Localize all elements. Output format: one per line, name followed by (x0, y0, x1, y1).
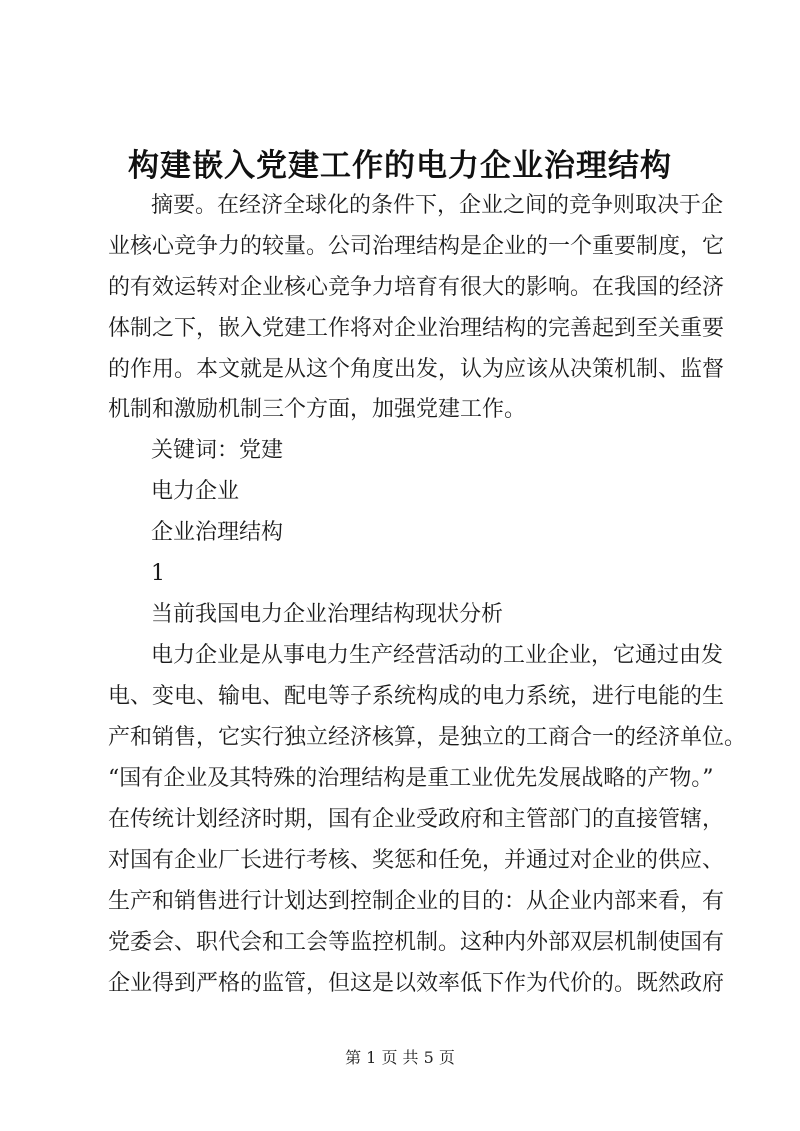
section-heading: 当前我国电力企业治理结构现状分析 (151, 602, 504, 627)
body-line-2: 电、变电、输电、配电等子系统构成的电力系统，进行电能的生 (108, 684, 725, 709)
body-line-3: 产和销售，它实行独立经济核算，是独立的工商合一的经济单位。 (108, 725, 747, 750)
body-line-8: 党委会、职代会和工会等监控机制。这种内外部双层机制使国有 (108, 930, 725, 955)
abstract-line-4: 体制之下，嵌入党建工作将对企业治理结构的完善起到至关重要 (108, 316, 725, 341)
document-title: 构建嵌入党建工作的电力企业治理结构 (128, 148, 672, 184)
abstract-line-2: 业核心竞争力的较量。公司治理结构是企业的一个重要制度，它 (108, 234, 725, 259)
abstract-line-1: 摘要。在经济全球化的条件下，企业之间的竞争则取决于企 (151, 193, 724, 218)
abstract-line-6: 机制和激励机制三个方面，加强党建工作。 (108, 397, 527, 422)
section-number: 1 (151, 561, 165, 586)
body-line-1: 电力企业是从事电力生产经营活动的工业企业，它通过由发 (151, 643, 724, 668)
keywords-label: 关键词：党建 (151, 438, 284, 463)
abstract-line-3: 的有效运转对企业核心竞争力培育有很大的影响。在我国的经济 (108, 275, 725, 300)
body-line-5: 在传统计划经济时期，国有企业受政府和主管部门的直接管辖， (108, 807, 725, 832)
body-line-4: “国有企业及其特殊的治理结构是重工业优先发展战略的产物。” (108, 766, 714, 791)
body-line-7: 生产和销售进行计划达到控制企业的目的：从企业内部来看，有 (108, 889, 725, 914)
keyword-electric-enterprise: 电力企业 (151, 479, 240, 504)
page-footer: 第 1 页 共 5 页 (345, 1048, 455, 1067)
abstract-line-5: 的作用。本文就是从这个角度出发，认为应该从决策机制、监督 (108, 357, 725, 382)
body-line-6: 对国有企业厂长进行考核、奖惩和任免，并通过对企业的供应、 (108, 848, 725, 873)
keyword-governance-structure: 企业治理结构 (151, 520, 284, 545)
body-line-9: 企业得到严格的监管，但这是以效率低下作为代价的。既然政府 (108, 971, 725, 996)
